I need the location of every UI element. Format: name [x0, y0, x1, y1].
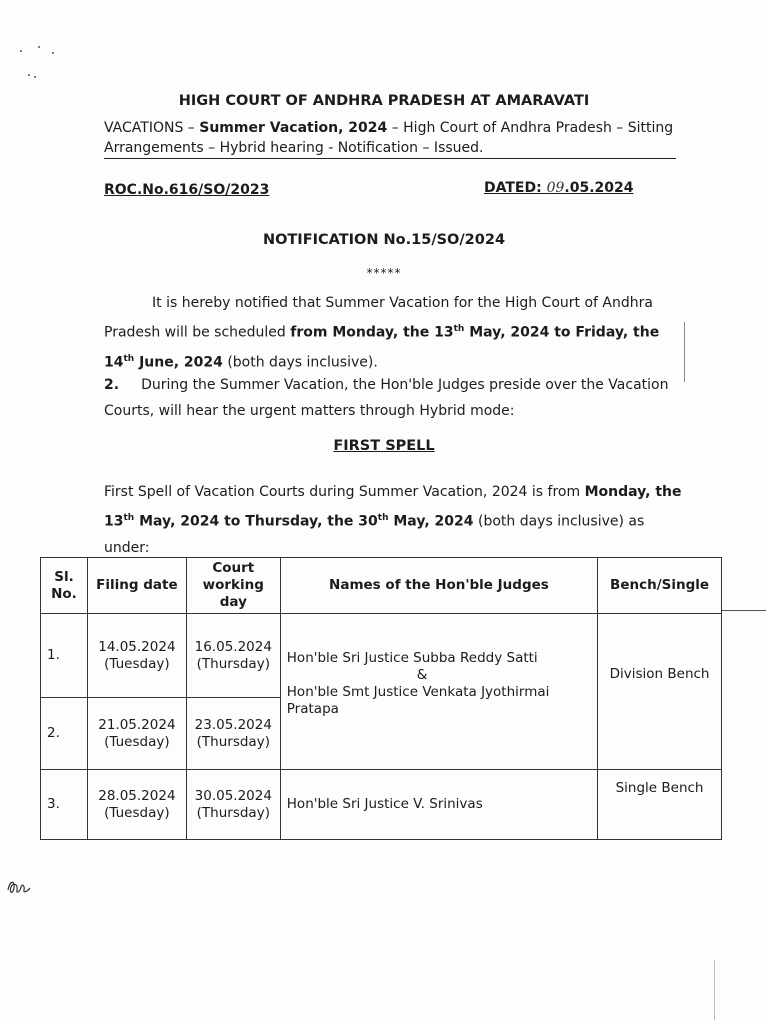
cell-filing-date — [87, 698, 186, 770]
dated-line — [484, 180, 634, 196]
dated-rest: .05.2024 — [564, 180, 634, 196]
subject-line — [104, 118, 704, 158]
cell-judges-division — [280, 614, 597, 770]
filing-date: 28.05.2024 — [98, 787, 176, 804]
paragraph-1 — [104, 290, 686, 375]
cell-sl: 2. — [41, 698, 88, 770]
spell-text: First Spell of Vacation Courts during Summer Vacation, 2024 is from — [104, 484, 585, 500]
filing-day: (Tuesday) — [104, 804, 170, 821]
spell-sup: th — [123, 513, 135, 523]
para1-bold: from Monday, the 13 — [290, 324, 454, 341]
para1-bold: June, 2024 — [134, 354, 223, 371]
cell-sl: 1. — [41, 614, 88, 698]
scan-speck — [38, 46, 40, 48]
header-court-working-day: Court working day — [186, 558, 280, 614]
cell-court-date — [186, 770, 280, 840]
cell-bench-single: Single Bench — [598, 770, 722, 840]
first-spell-paragraph — [104, 479, 694, 561]
spell-bold: Monday, the 13 — [104, 484, 682, 530]
scan-table-extension-line — [722, 610, 766, 611]
subject-suffix: – High Court of Andhra Pradesh – Sitting Arrangements – Hybrid hearing - Notification – Issued. — [104, 120, 674, 156]
scan-speck — [20, 50, 22, 52]
spell-bold: May, 2024 to Thursday, the 30 — [134, 513, 378, 530]
signature-scribble-icon — [6, 876, 32, 898]
scan-edge-line — [714, 960, 715, 1020]
paragraph-2 — [104, 372, 686, 424]
para1-sup: th — [123, 353, 135, 364]
filing-day: (Tuesday) — [104, 655, 170, 672]
judge-ampersand: & — [416, 667, 428, 683]
judge-name: Hon'ble Sri Justice Subba Reddy Satti — [286, 650, 538, 666]
header-judges: Names of the Hon'ble Judges — [280, 558, 597, 614]
horizontal-rule — [104, 158, 676, 159]
header-filing-date: Filing date — [87, 558, 186, 614]
roc-number: ROC.No.616/SO/2023 — [104, 182, 270, 198]
table-row — [41, 770, 722, 840]
cell-court-date — [186, 698, 280, 770]
header-bench: Bench/Single — [598, 558, 722, 614]
scan-speck — [52, 52, 54, 54]
dated-label: DATED: — [484, 180, 547, 196]
scan-speck — [28, 74, 30, 76]
court-heading: HIGH COURT OF ANDHRA PRADESH AT AMARAVATI — [178, 93, 590, 109]
para2-number: 2. — [104, 377, 120, 393]
para1-text: (both days inclusive). — [222, 354, 378, 371]
dated-handwritten-day: 09 — [546, 180, 565, 196]
cell-sl: 3. — [41, 770, 88, 840]
filing-date: 14.05.2024 — [98, 638, 176, 655]
scan-speck — [34, 76, 36, 78]
spell-sup: th — [377, 513, 389, 523]
cell-filing-date — [87, 614, 186, 698]
spell-text: (both days inclusive) as under: — [104, 513, 645, 556]
para1-text: It is hereby notified that Summer Vacation for the High Court of Andhra Pradesh will be scheduled — [104, 295, 653, 341]
court-day: (Thursday) — [196, 804, 270, 821]
cell-court-date — [186, 614, 280, 698]
table-row — [41, 614, 722, 698]
para2-text: During the Summer Vacation, the Hon'ble Judges preside over the Vacation Courts, will hear the urgent matters through Hybrid mode: — [104, 377, 669, 419]
table-header-row — [41, 558, 722, 614]
subject-prefix: VACATIONS – — [104, 120, 200, 136]
court-day: (Thursday) — [196, 655, 270, 672]
separator-stars: ***** — [366, 266, 402, 280]
cell-bench-division: Division Bench — [598, 614, 722, 770]
subject-bold: Summer Vacation, 2024 — [199, 120, 388, 136]
court-day: (Thursday) — [196, 733, 270, 750]
filing-date: 21.05.2024 — [98, 716, 176, 733]
spell-bold: May, 2024 — [388, 513, 474, 530]
first-spell-heading: FIRST SPELL — [333, 438, 435, 454]
notification-title: NOTIFICATION No.15/SO/2024 — [262, 232, 506, 248]
para1-sup: th — [453, 324, 465, 334]
handwritten-initials — [6, 876, 32, 901]
vacation-court-table — [40, 557, 722, 840]
cell-judges-single: Hon'ble Sri Justice V. Srinivas — [280, 770, 597, 840]
court-date: 23.05.2024 — [194, 716, 272, 733]
judge-name: Hon'ble Smt Justice Venkata Jyothirmai Pratapa — [286, 684, 550, 717]
header-sl-no: Sl. No. — [41, 558, 88, 614]
para1-bold: May, 2024 to Friday, the 14 — [104, 324, 660, 371]
court-date: 30.05.2024 — [194, 787, 272, 804]
court-date: 16.05.2024 — [194, 638, 272, 655]
filing-day: (Tuesday) — [104, 733, 170, 750]
cell-filing-date — [87, 770, 186, 840]
